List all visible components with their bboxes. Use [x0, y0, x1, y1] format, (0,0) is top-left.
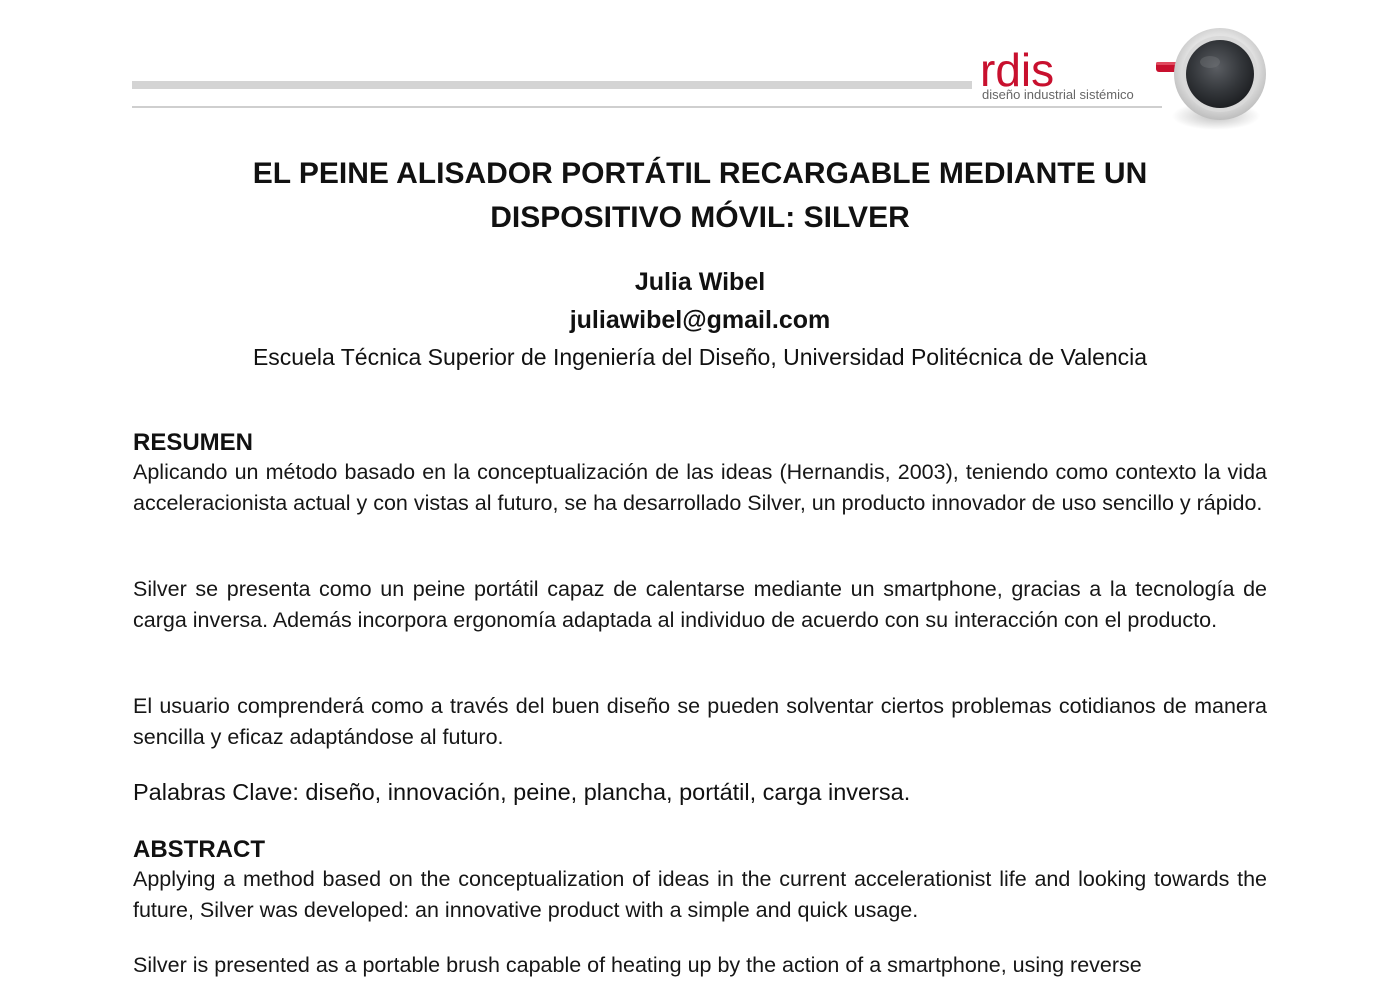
author-name: Julia Wibel — [634, 268, 766, 296]
header-rule-thin — [132, 106, 1162, 108]
section-heading-resumen: RESUMEN — [133, 429, 254, 456]
section-heading-abstract: ABSTRACT — [133, 836, 265, 863]
resumen-paragraph-3: El usuario comprenderá como a través del buen diseño se pueden solventar ciertos problemas cotidianos de manera sencilla y eficaz adaptándose al futuro. — [133, 694, 1267, 749]
resumen-paragraph-1: Aplicando un método basado en la conceptualización de las ideas (Hernandis, 2003), teniendo como contexto la vida acceleracionista actual y con vistas al futuro, se ha desarrollado Silver, un producto innovador de uso sencillo y rápido. — [133, 460, 1267, 515]
author-affiliation: Escuela Técnica Superior de Ingeniería del Diseño, Universidad Politécnica de Valencia — [252, 344, 1148, 370]
paper-title-line1: EL PEINE ALISADOR PORTÁTIL RECARGABLE MEDIANTE UN — [252, 157, 1148, 190]
logo-subtitle: diseño industrial sistémico — [982, 87, 1134, 102]
coffee-cup-logo-icon — [1152, 24, 1272, 136]
header-rule-thick — [132, 81, 972, 89]
abstract-paragraph-1: Applying a method based on the conceptualization of ideas in the current accelerationist life and looking towards the future, Silver was developed: an innovative product with a simple and quick usage. — [133, 867, 1267, 922]
paper-title — [150, 152, 1250, 240]
abstract-paragraph-2: Silver is presented as a portable brush capable of heating up by the action of a smartphone, using reverse — [133, 953, 1142, 977]
paper-title-line2: DISPOSITIVO MÓVIL: SILVER — [490, 201, 910, 234]
author-email: juliawibel@gmail.com — [569, 306, 831, 334]
keywords-line: Palabras Clave: diseño, innovación, peine, plancha, portátil, carga inversa. — [133, 779, 911, 805]
logo-wordmark: rdis — [980, 44, 1055, 96]
resumen-paragraph-2: Silver se presenta como un peine portátil capaz de calentarse mediante un smartphone, gracias a la tecnología de carga inversa. Además incorpora ergonomía adaptada al individuo de acuerdo con su interacción con el producto. — [133, 577, 1267, 632]
